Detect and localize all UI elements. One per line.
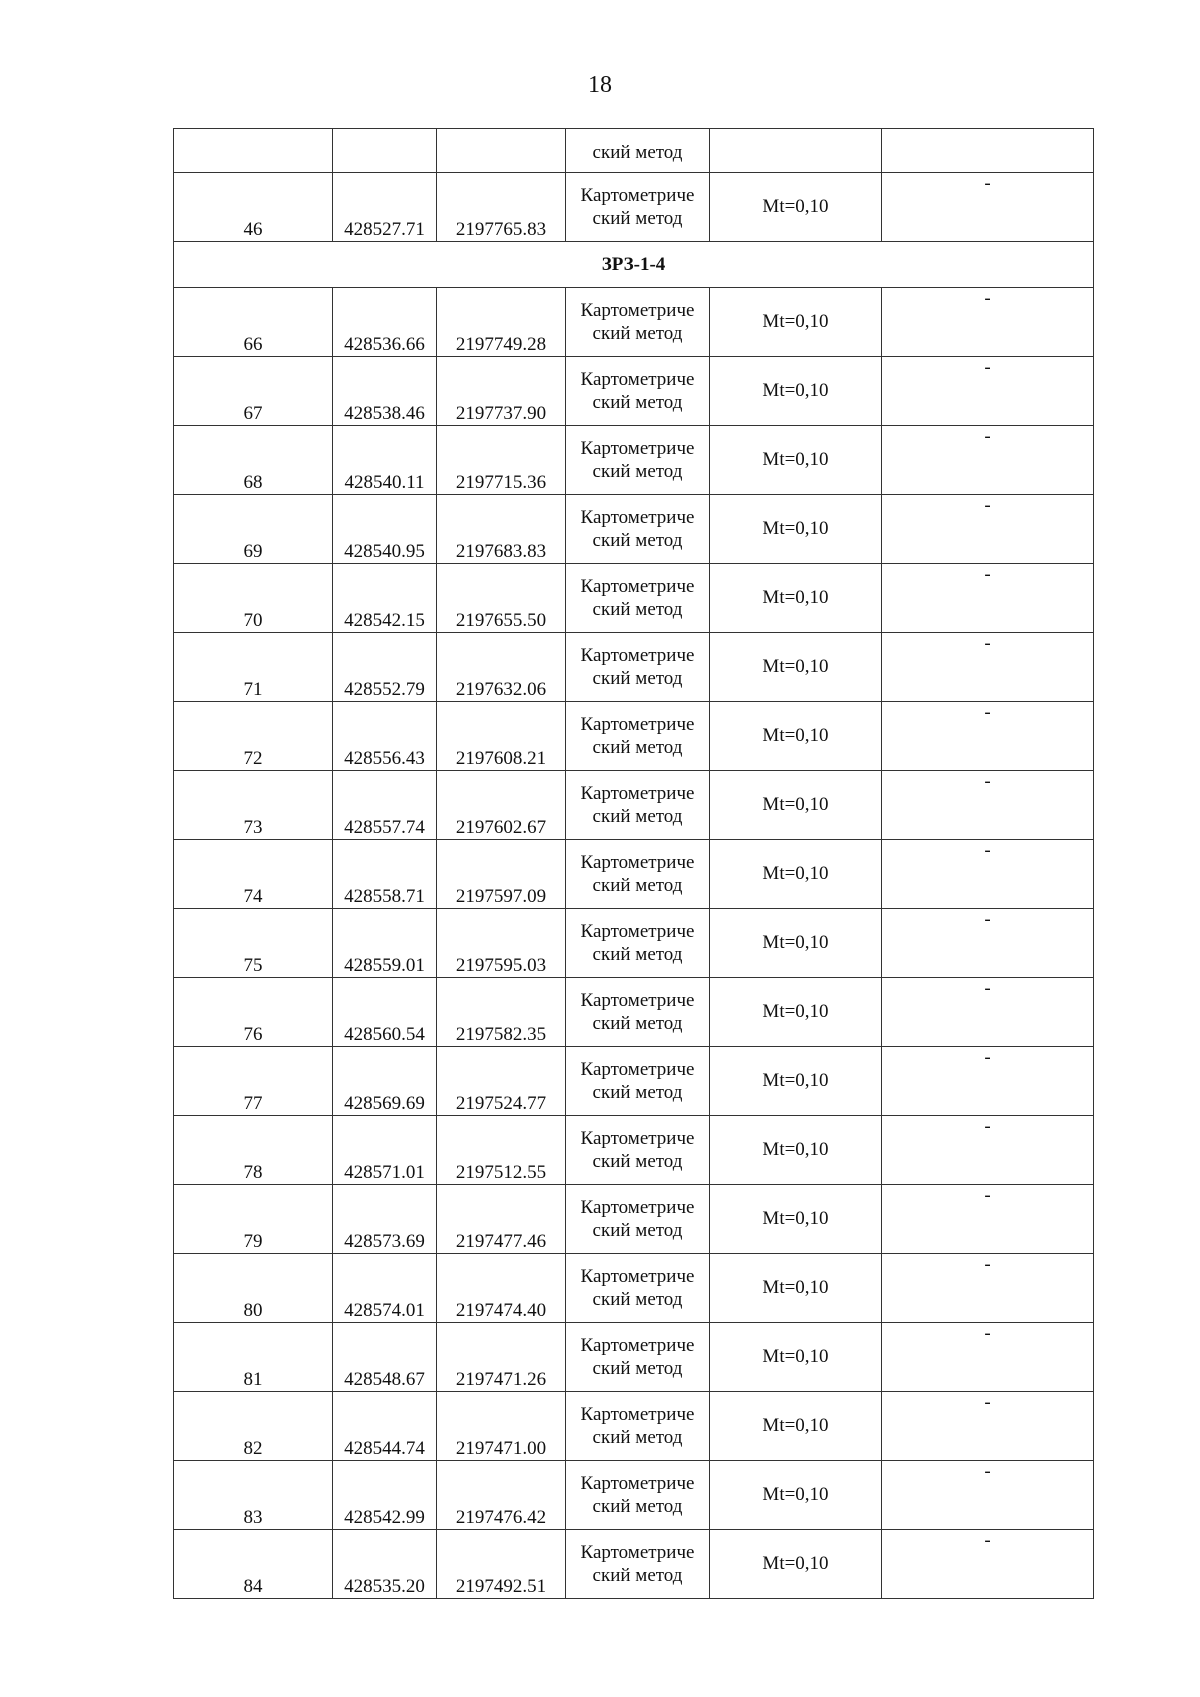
x-coordinate: 428558.71: [333, 840, 437, 909]
table-row: [174, 1047, 1094, 1116]
method-cell: [566, 1461, 710, 1530]
accuracy: Mt=0,10: [710, 978, 882, 1047]
note: -: [882, 840, 1094, 909]
accuracy: Mt=0,10: [710, 702, 882, 771]
method-line-2: ский метод: [592, 599, 683, 620]
note-cell: [882, 129, 1094, 173]
x-coordinate: 428540.95: [333, 495, 437, 564]
y-coordinate: 2197582.35: [437, 978, 566, 1047]
point-number: 72: [174, 702, 333, 771]
point-number: 76: [174, 978, 333, 1047]
method-line-1: Картометриче: [580, 1128, 695, 1149]
method-line-2: ский метод: [592, 1013, 683, 1034]
table-row: [174, 495, 1094, 564]
point-number: 77: [174, 1047, 333, 1116]
method-line-1: Картометриче: [580, 1266, 695, 1287]
note: -: [882, 1185, 1094, 1254]
accuracy-cell: [710, 129, 882, 173]
method-cell: [566, 288, 710, 357]
x-coordinate: 428560.54: [333, 978, 437, 1047]
method-line-1: Картометриче: [580, 1473, 695, 1494]
point-number: 78: [174, 1116, 333, 1185]
method-line-2: ский метод: [592, 1082, 683, 1103]
y-coordinate: 2197602.67: [437, 771, 566, 840]
x-coordinate: 428548.67: [333, 1323, 437, 1392]
x-coordinate: 428559.01: [333, 909, 437, 978]
x-coordinate: 428536.66: [333, 288, 437, 357]
accuracy: Mt=0,10: [710, 357, 882, 426]
table-body: [174, 129, 1094, 1599]
method-line-1: Картометриче: [580, 369, 695, 390]
x-coordinate: 428574.01: [333, 1254, 437, 1323]
x-coordinate-cell: [333, 129, 437, 173]
method-line-1: Картометриче: [580, 852, 695, 873]
x-coordinate: 428571.01: [333, 1116, 437, 1185]
y-coordinate: 2197765.83: [437, 173, 566, 242]
method-cell: [566, 426, 710, 495]
method-cell: [566, 495, 710, 564]
table-row: [174, 1530, 1094, 1599]
point-number: 75: [174, 909, 333, 978]
x-coordinate: 428569.69: [333, 1047, 437, 1116]
method-line-1: Картометриче: [580, 185, 695, 206]
point-number: 70: [174, 564, 333, 633]
method-line-2: ский метод: [592, 208, 683, 229]
method-line-2: ский метод: [592, 530, 683, 551]
method-cell: [566, 909, 710, 978]
accuracy: Mt=0,10: [710, 1530, 882, 1599]
note: -: [882, 357, 1094, 426]
note: -: [882, 288, 1094, 357]
accuracy: Mt=0,10: [710, 426, 882, 495]
note: -: [882, 1254, 1094, 1323]
method-cell: [566, 173, 710, 242]
method-line-2: ский метод: [592, 875, 683, 896]
note: -: [882, 1461, 1094, 1530]
method-line-2: ский метод: [592, 323, 683, 344]
method-line-2: ский метод: [592, 1496, 683, 1517]
section-title: ЗРЗ-1-4: [174, 242, 1094, 288]
method-line-1: Картометриче: [580, 1542, 695, 1563]
method-line-2: ский метод: [592, 1151, 683, 1172]
accuracy: Mt=0,10: [710, 1185, 882, 1254]
accuracy: Mt=0,10: [710, 1116, 882, 1185]
accuracy: Mt=0,10: [710, 1461, 882, 1530]
method-line-1: Картометриче: [580, 1404, 695, 1425]
method-cell: [566, 1254, 710, 1323]
table-row: [174, 978, 1094, 1047]
point-number: 81: [174, 1323, 333, 1392]
y-coordinate: 2197512.55: [437, 1116, 566, 1185]
method-line-1: Картометриче: [580, 1197, 695, 1218]
continued-row: [174, 129, 1094, 173]
method-line-1: Картометриче: [580, 438, 695, 459]
point-number: 67: [174, 357, 333, 426]
method-cell: [566, 129, 710, 173]
x-coordinate: 428552.79: [333, 633, 437, 702]
y-coordinate: 2197655.50: [437, 564, 566, 633]
y-coordinate: 2197476.42: [437, 1461, 566, 1530]
point-number: 68: [174, 426, 333, 495]
y-coordinate-cell: [437, 129, 566, 173]
table-row: [174, 1461, 1094, 1530]
table-row: [174, 357, 1094, 426]
x-coordinate: 428573.69: [333, 1185, 437, 1254]
accuracy: Mt=0,10: [710, 173, 882, 242]
method-cell: [566, 564, 710, 633]
method-cell: [566, 840, 710, 909]
note: -: [882, 426, 1094, 495]
y-coordinate: 2197595.03: [437, 909, 566, 978]
y-coordinate: 2197492.51: [437, 1530, 566, 1599]
note: -: [882, 702, 1094, 771]
point-number: 80: [174, 1254, 333, 1323]
method-line-2: ский метод: [592, 1358, 683, 1379]
y-coordinate: 2197608.21: [437, 702, 566, 771]
accuracy: Mt=0,10: [710, 1323, 882, 1392]
y-coordinate: 2197524.77: [437, 1047, 566, 1116]
x-coordinate: 428540.11: [333, 426, 437, 495]
accuracy: Mt=0,10: [710, 1392, 882, 1461]
method-cell: [566, 1323, 710, 1392]
table-row: [174, 1185, 1094, 1254]
method-line-1: Картометриче: [580, 783, 695, 804]
note: -: [882, 564, 1094, 633]
method-cell: [566, 1047, 710, 1116]
y-coordinate: 2197632.06: [437, 633, 566, 702]
note: -: [882, 1047, 1094, 1116]
note: -: [882, 495, 1094, 564]
method-cell: [566, 357, 710, 426]
accuracy: Mt=0,10: [710, 771, 882, 840]
method-cell: [566, 1185, 710, 1254]
note: -: [882, 909, 1094, 978]
method-cell: [566, 978, 710, 1047]
note: -: [882, 173, 1094, 242]
method-line-2: ский метод: [592, 1289, 683, 1310]
coordinates-table: [173, 128, 1094, 1599]
point-number: 73: [174, 771, 333, 840]
y-coordinate: 2197749.28: [437, 288, 566, 357]
method-line-1: Картометриче: [580, 645, 695, 666]
y-coordinate: 2197737.90: [437, 357, 566, 426]
accuracy: Mt=0,10: [710, 1047, 882, 1116]
table-row: [174, 173, 1094, 242]
x-coordinate: 428538.46: [333, 357, 437, 426]
method-line-2: ский метод: [592, 944, 683, 965]
method-line-2: ский метод: [592, 737, 683, 758]
method-cell: [566, 702, 710, 771]
method-cell: [566, 771, 710, 840]
accuracy: Mt=0,10: [710, 840, 882, 909]
method-line-2: ский метод: [592, 1565, 683, 1586]
method-line-1: Картометриче: [580, 507, 695, 528]
page-number: 18: [588, 72, 612, 98]
note: -: [882, 1323, 1094, 1392]
y-coordinate: 2197474.40: [437, 1254, 566, 1323]
method-line-1: Картометриче: [580, 1335, 695, 1356]
point-number: 84: [174, 1530, 333, 1599]
method-line-1: Картометриче: [580, 990, 695, 1011]
method-line-1: Картометриче: [580, 300, 695, 321]
x-coordinate: 428542.15: [333, 564, 437, 633]
y-coordinate: 2197477.46: [437, 1185, 566, 1254]
x-coordinate: 428556.43: [333, 702, 437, 771]
accuracy: Mt=0,10: [710, 1254, 882, 1323]
note: -: [882, 978, 1094, 1047]
point-number: 71: [174, 633, 333, 702]
y-coordinate: 2197471.26: [437, 1323, 566, 1392]
table-row: [174, 633, 1094, 702]
method-cell: [566, 633, 710, 702]
accuracy: Mt=0,10: [710, 564, 882, 633]
note: -: [882, 633, 1094, 702]
point-number: 82: [174, 1392, 333, 1461]
table-row: [174, 1116, 1094, 1185]
y-coordinate: 2197471.00: [437, 1392, 566, 1461]
x-coordinate: 428544.74: [333, 1392, 437, 1461]
x-coordinate: 428535.20: [333, 1530, 437, 1599]
table-row: [174, 771, 1094, 840]
point-number: 66: [174, 288, 333, 357]
point-number-cell: [174, 129, 333, 173]
note: -: [882, 771, 1094, 840]
table-row: [174, 426, 1094, 495]
accuracy: Mt=0,10: [710, 633, 882, 702]
method-line-1: Картометриче: [580, 921, 695, 942]
method-line-2: ский метод: [592, 1427, 683, 1448]
point-number: 69: [174, 495, 333, 564]
method-line-1: Картометриче: [580, 1059, 695, 1080]
point-number: 74: [174, 840, 333, 909]
table-row: [174, 1254, 1094, 1323]
y-coordinate: 2197715.36: [437, 426, 566, 495]
method-line-1: Картометриче: [580, 714, 695, 735]
accuracy: Mt=0,10: [710, 495, 882, 564]
method-line-1: Картометриче: [580, 576, 695, 597]
y-coordinate: 2197683.83: [437, 495, 566, 564]
table-row: [174, 288, 1094, 357]
method-line-2: ский метод: [592, 806, 683, 827]
accuracy: Mt=0,10: [710, 288, 882, 357]
section-header-row: [174, 242, 1094, 288]
point-number: 79: [174, 1185, 333, 1254]
table-row: [174, 909, 1094, 978]
table-row: [174, 1323, 1094, 1392]
point-number: 46: [174, 173, 333, 242]
table-row: [174, 702, 1094, 771]
method-line-2: ский метод: [592, 668, 683, 689]
x-coordinate: 428542.99: [333, 1461, 437, 1530]
table-row: [174, 1392, 1094, 1461]
note: -: [882, 1530, 1094, 1599]
method-line-2: ский метод: [592, 1220, 683, 1241]
method-line-2: ский метод: [592, 461, 683, 482]
note: -: [882, 1392, 1094, 1461]
x-coordinate: 428527.71: [333, 173, 437, 242]
method-text: ский метод: [592, 142, 683, 163]
table-row: [174, 564, 1094, 633]
accuracy: Mt=0,10: [710, 909, 882, 978]
note: -: [882, 1116, 1094, 1185]
table-row: [174, 840, 1094, 909]
y-coordinate: 2197597.09: [437, 840, 566, 909]
method-cell: [566, 1392, 710, 1461]
method-cell: [566, 1530, 710, 1599]
point-number: 83: [174, 1461, 333, 1530]
method-line-2: ский метод: [592, 392, 683, 413]
x-coordinate: 428557.74: [333, 771, 437, 840]
method-cell: [566, 1116, 710, 1185]
